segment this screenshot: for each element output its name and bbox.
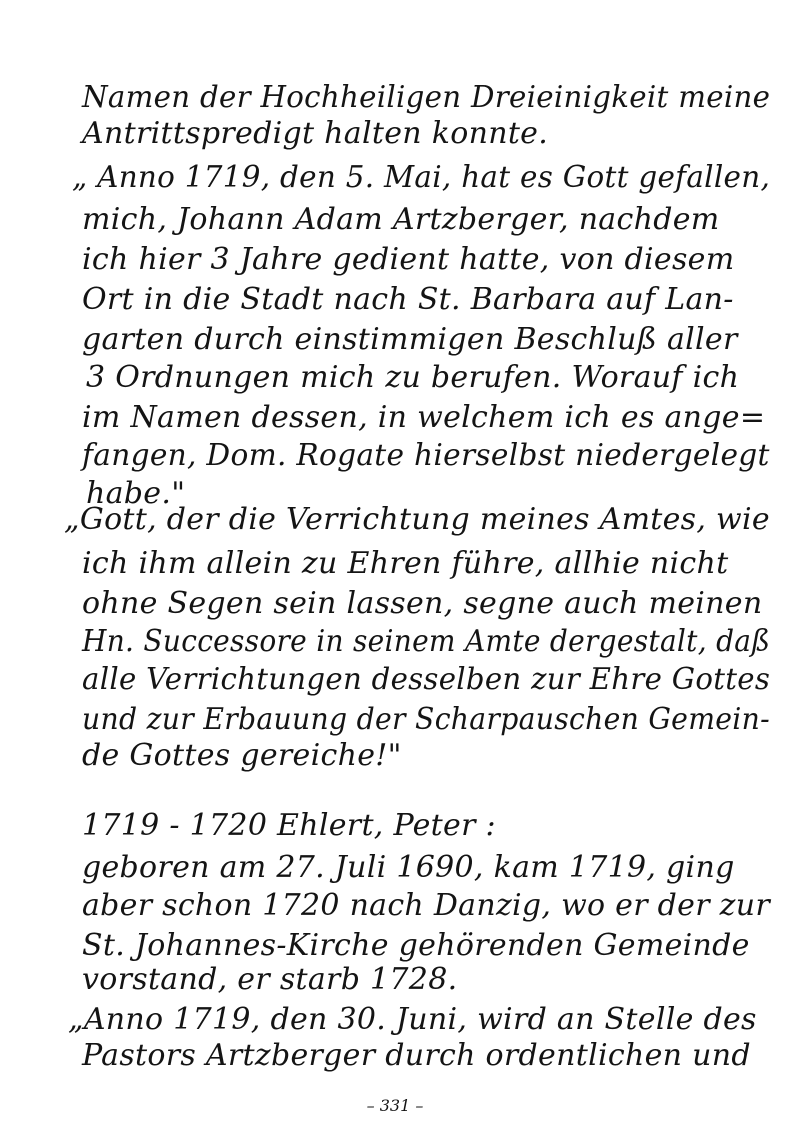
- text-line: Pastors Artzberger durch ordentlichen und: [82, 1038, 751, 1073]
- text-line: 3 Ordnungen mich zu berufen. Worauf ich: [86, 360, 740, 395]
- text-line: geboren am 27. Juli 1690, kam 1719, ging: [82, 850, 735, 885]
- text-line: Hn. Successore in seinem Amte dergestalt, daß: [82, 624, 771, 659]
- text-line: im Namen dessen, in welchem ich es ange=: [82, 400, 766, 435]
- text-line: mich, Johann Adam Artzberger, nachdem: [82, 202, 720, 237]
- text-line: garten durch einstimmigen Beschluß aller: [82, 322, 738, 357]
- text-line: de Gottes gereiche!": [82, 738, 402, 773]
- text-line: ohne Segen sein lassen, segne auch meinen: [82, 586, 763, 621]
- text-line: fangen, Dom. Rogate hierselbst niedergelegt: [82, 438, 770, 473]
- text-line: alle Verrichtungen desselben zur Ehre Gottes: [82, 662, 771, 697]
- text-line: aber schon 1720 nach Danzig, wo er der zur: [82, 888, 770, 923]
- text-line: ich ihm allein zu Ehren führe, allhie nicht: [82, 546, 729, 581]
- text-line: Ort in die Stadt nach St. Barbara auf Lan-: [82, 282, 734, 317]
- text-line: Antrittspredigt halten konnte.: [82, 116, 549, 151]
- text-line: habe.": [86, 476, 186, 511]
- text-line: vorstand, er starb 1728.: [82, 962, 458, 997]
- text-line: ich hier 3 Jahre gedient hatte, von diesem: [82, 242, 735, 277]
- text-line: St. Johannes-Kirche gehörenden Gemeinde: [82, 928, 750, 963]
- text-line: „Gott, der die Verrichtung meines Amtes, wie: [64, 502, 770, 537]
- text-line: „ Anno 1719, den 5. Mai, hat es Gott gefallen,: [72, 160, 771, 195]
- page-number: – 331 –: [366, 1096, 424, 1115]
- text-line: und zur Erbauung der Scharpauschen Gemein-: [82, 702, 770, 737]
- text-line: Namen der Hochheiligen Dreieinigkeit meine: [82, 80, 771, 115]
- text-line: 1719 - 1720 Ehlert, Peter :: [82, 808, 496, 843]
- text-line: „Anno 1719, den 30. Juni, wird an Stelle des: [68, 1002, 757, 1037]
